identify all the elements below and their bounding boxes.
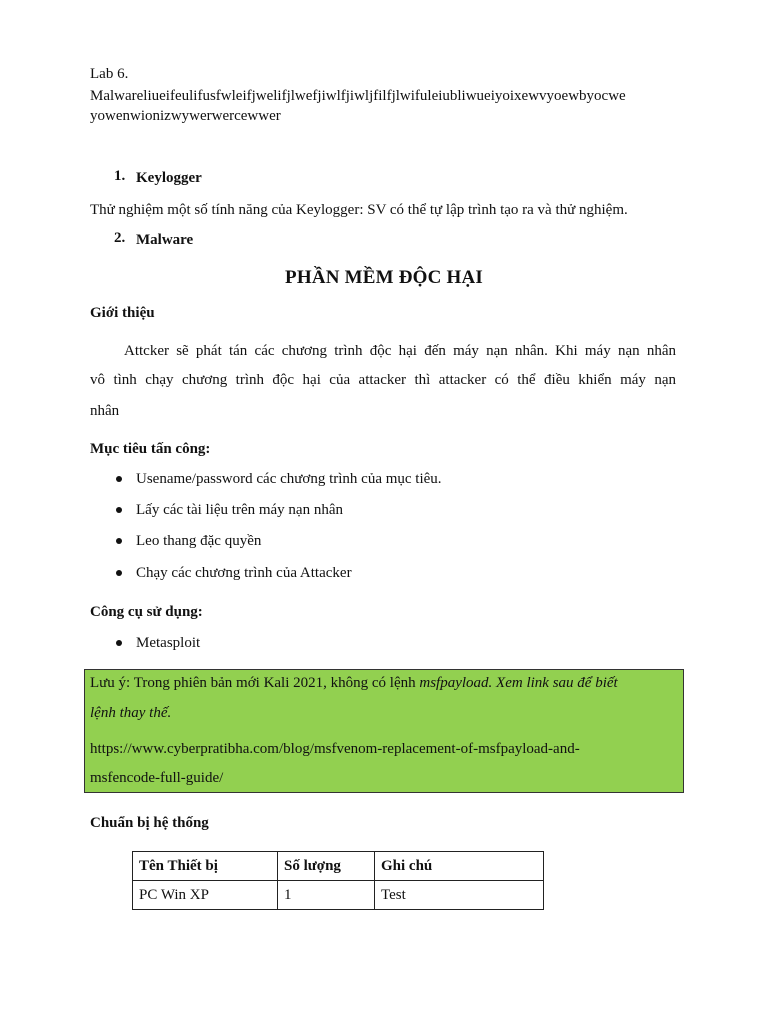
note-prefix: Lưu ý: Trong phiên bản mới Kali 2021, không có lệnh	[90, 675, 420, 691]
lab-scribble-line-1: Malwareliueifeulifusfwleifjwelifjlwefjiwlfjiwljfilfjlwifuleiubliwueiyoixewvyoewbyocwe	[90, 88, 626, 104]
section-number: 2.	[114, 230, 126, 246]
table-cell: Test	[375, 881, 544, 910]
list-item-text: Metasploit	[136, 635, 201, 651]
main-title: PHẦN MỀM ĐỘC HẠI	[285, 267, 483, 288]
section-title: Malware	[136, 232, 194, 248]
note-italic: msfpayload. Xem link sau để biết	[419, 675, 618, 691]
note-line-2	[90, 705, 171, 722]
lab-scribble-line-2: yowenwionizwywerwercewwer	[90, 108, 281, 124]
list-item-text: Leo thang đặc quyền	[136, 533, 262, 549]
system-heading: Chuẩn bị hệ thống	[90, 815, 209, 831]
section-number: 1.	[114, 168, 126, 184]
bullet-icon	[116, 476, 122, 482]
list-item-text: Usename/password các chương trình của mục tiêu.	[136, 471, 442, 487]
bullet-icon	[116, 538, 122, 544]
table-cell: 1	[278, 881, 375, 910]
bullet-icon	[116, 507, 122, 513]
table-header-row	[133, 852, 544, 881]
keylogger-description: Thử nghiệm một số tính năng của Keylogger: SV có thể tự lập trình tạo ra và thử nghiệm.	[90, 202, 628, 218]
bullet-icon	[116, 570, 122, 576]
bullet-icon	[116, 640, 122, 646]
section-title: Keylogger	[136, 170, 202, 186]
table-header-cell: Tên Thiết bị	[133, 852, 278, 881]
lab-label: Lab 6.	[90, 66, 129, 82]
table-cell: PC Win XP	[133, 881, 278, 910]
note-link-line-1[interactable]: https://www.cyberpratibha.com/blog/msfvenom-replacement-of-msfpayload-and-	[90, 741, 580, 757]
note-line-1	[90, 675, 618, 692]
table-row	[133, 881, 544, 910]
tools-heading: Công cụ sử dụng:	[90, 604, 203, 620]
note-italic-line-2: lệnh thay thế.	[90, 705, 172, 721]
note-link-line-2[interactable]: msfencode-full-guide/	[90, 770, 224, 786]
intro-heading: Giới thiệu	[90, 305, 155, 321]
intro-line-1: Attcker sẽ phát tán các chương trình độc hại đến máy nạn nhân. Khi máy nạn nhân	[124, 343, 676, 359]
table-header-cell: Ghi chú	[375, 852, 544, 881]
note-box	[84, 669, 684, 793]
list-item-text: Chạy các chương trình của Attacker	[136, 565, 352, 581]
targets-heading: Mục tiêu tấn công:	[90, 441, 211, 457]
equipment-table	[132, 851, 544, 910]
intro-line-3: nhân	[90, 403, 120, 419]
list-item-text: Lấy các tài liệu trên máy nạn nhân	[136, 502, 343, 518]
table-header-cell: Số lượng	[278, 852, 375, 881]
intro-line-2: vô tình chạy chương trình độc hại của attacker thì attacker có thể điều khiển máy nạn	[90, 372, 676, 388]
